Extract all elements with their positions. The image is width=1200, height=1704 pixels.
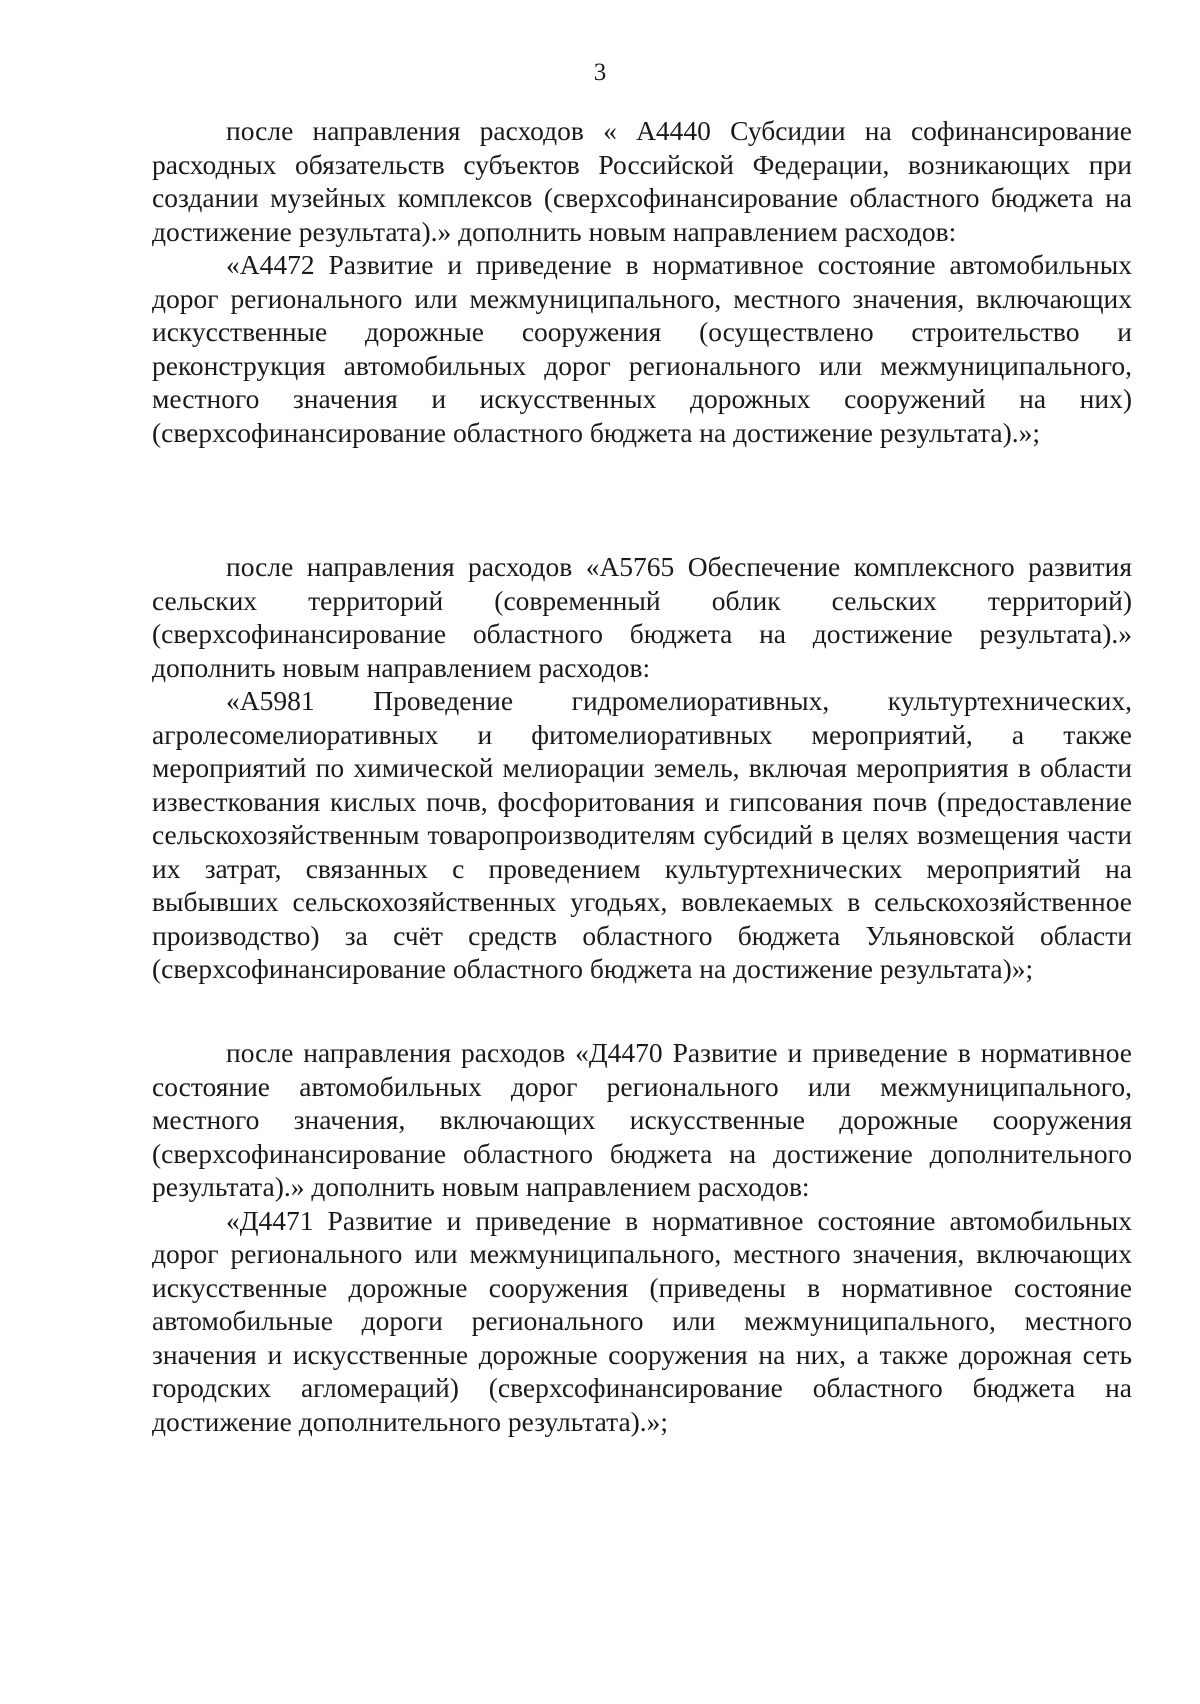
amendment-intro: после направления расходов «А5765 Обеспечение комплексного развития сельских территорий (современный облик сельских территорий) (сверхсофинансирование областного бюджета на достижение результата).» дополнить новым направлением расходов: — [152, 551, 1132, 683]
amendment-block-2 — [152, 550, 1132, 986]
amendment-insert: «А5981 Проведение гидромелиоративных, культуртехнических, агролесомелиоративных и фитомелиоративных мероприятий, а также мероприятий по химической мелиорации земель, включая мероприятия в области известкования кислых почв, фосфоритования и гипсования почв (предоставление сельскохозяйственным товаропроизводителям субсидий в целях возмещения части их затрат, связанных с проведением культуртехнических мероприятий на выбывших сельскохозяйственных угодьях, вовлекаемых в сельскохозяйственное производство) за счёт средств областного бюджета Ульяновской области (сверхсофинансирование областного бюджета на достижение результата)»; — [152, 685, 1132, 984]
amendment-block-3 — [152, 1036, 1132, 1438]
amendment-intro: после направления расходов « А4440 Субсидии на софинансирование расходных обязательств субъектов Российской Федерации, возникающих при создании музейных комплексов (сверхсофинансирование областного бюджета на достижение результата).» дополнить новым направлением расходов: — [152, 115, 1132, 247]
amendment-block-1 — [152, 114, 1132, 449]
amendment-insert: «Д4471 Развитие и приведение в нормативное состояние автомобильных дорог регионального или межмуниципального, местного значения, включающих искусственные дорожные сооружения (приведены в нормативное состояние автомобильные дороги регионального или межмуниципального, местного значения и искусственные дорожные сооружения на них, а также дорожная сеть городских агломераций) (сверхсофинансирование областного бюджета на достижение дополнительного результата).»; — [152, 1204, 1132, 1437]
page-number: 3 — [593, 59, 607, 86]
amendment-intro: после направления расходов «Д4470 Развитие и приведение в нормативное состояние автомобильных дорог регионального или межмуниципального, местного значения, включающих искусственные дорожные сооружения (сверхсофинансирование областного бюджета на достижение дополнительного результата).» дополнить новым направлением расходов: — [152, 1037, 1132, 1202]
amendment-insert: «А4472 Развитие и приведение в нормативное состояние автомобильных дорог регионального или межмуниципального, местного значения, включающих искусственные дорожные сооружения (осуществлено строительство и реконструкция автомобильных дорог регионального или межмуниципального, местного значения и искусственных дорожных сооружений на них) (сверхсофинансирование областного бюджета на достижение результата).»; — [152, 249, 1132, 448]
